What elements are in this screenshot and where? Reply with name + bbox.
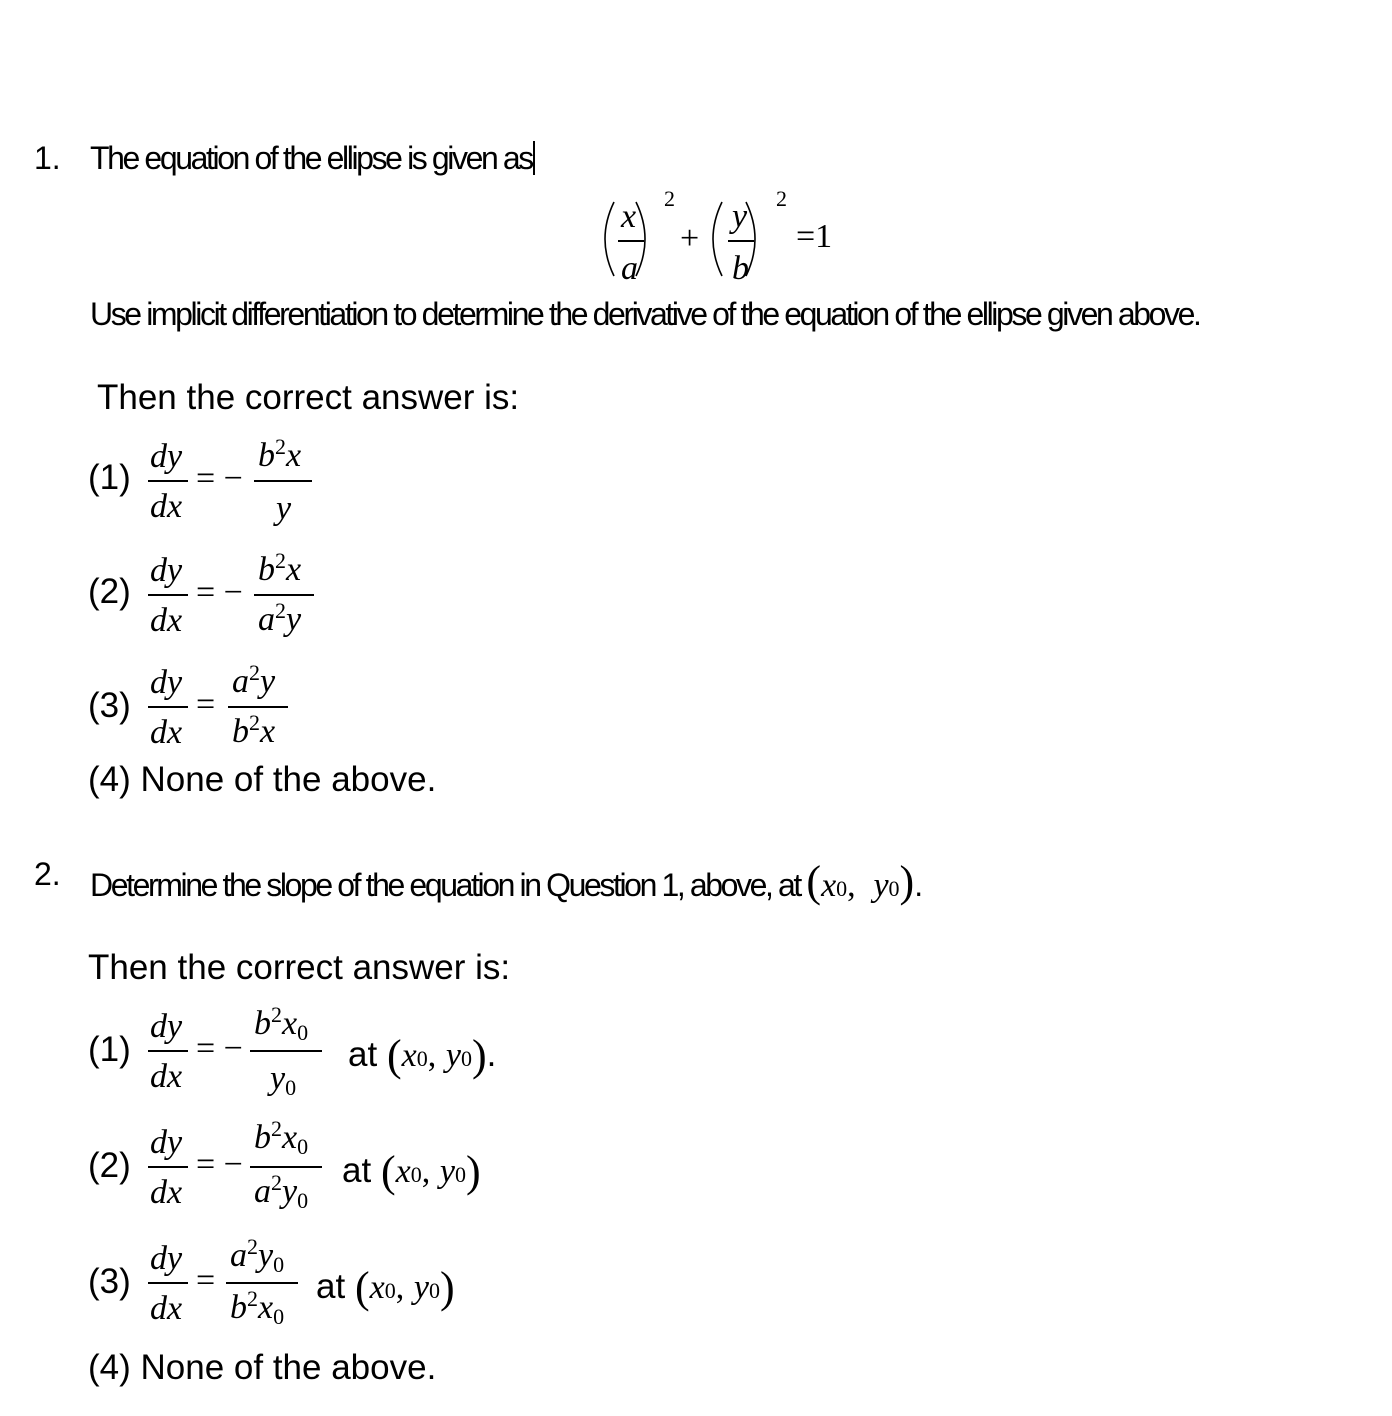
eq-rhs: =1: [796, 218, 833, 255]
question-2-text-content: Determine the slope of the equation in Question 1, above, at: [90, 867, 800, 903]
lhs-fraction-bar: [148, 594, 188, 596]
relation: = −: [196, 574, 243, 611]
option-text: None of the above.: [140, 1348, 437, 1387]
rhs-fraction-bar: [250, 1050, 322, 1052]
question-2-prompt: Then the correct answer is:: [88, 948, 511, 987]
relation: = −: [196, 1146, 243, 1183]
at-point: at (x0, y0): [316, 1263, 455, 1312]
question-1-text: [90, 140, 535, 177]
lhs-fraction-bar: [148, 480, 188, 482]
option-label: (1): [88, 1030, 131, 1069]
lhs-numerator: dy: [150, 552, 183, 589]
eq-term1-fraction-bar: [618, 240, 644, 242]
rhs-fraction-bar: [254, 480, 312, 482]
lhs-denominator: dx: [150, 1174, 183, 1211]
rhs-fraction-bar: [228, 706, 288, 708]
eq-term2-numerator: y: [732, 198, 748, 235]
lhs-denominator: dx: [150, 714, 183, 751]
rhs-numerator: $b^2x$: [258, 548, 302, 588]
rhs-denominator: $a^2y_0$: [254, 1170, 309, 1213]
option-label: (3): [88, 686, 131, 725]
rhs-numerator: $b^2x_0$: [254, 1002, 309, 1045]
at-point: at (x0, y0).: [348, 1031, 497, 1080]
lhs-numerator: dy: [150, 1240, 183, 1277]
rhs-denominator: $b^2x_0$: [230, 1286, 285, 1329]
lhs-numerator: dy: [150, 438, 183, 475]
eq-term1-exponent: 2: [664, 186, 675, 211]
q1-option-4[interactable]: [88, 760, 436, 800]
option-label: (4): [88, 1348, 131, 1387]
rhs-numerator: $b^2x_0$: [254, 1116, 309, 1159]
question-2-text: Determine the slope of the equation in Question 1, above, at (x0, y0).: [90, 857, 921, 906]
rhs-denominator: $y_0$: [270, 1060, 297, 1100]
rhs-numerator: $a^2y$: [232, 660, 276, 700]
point-close-paren: ): [899, 857, 915, 906]
option-text: None of the above.: [140, 760, 437, 799]
eq-term1-denominator: a: [621, 250, 638, 287]
eq-term1-numerator: x: [621, 198, 637, 235]
text-cursor: [533, 141, 535, 175]
lhs-numerator: dy: [150, 1008, 183, 1045]
option-label: (2): [88, 572, 131, 611]
lhs-fraction-bar: [148, 1282, 188, 1284]
rhs-numerator: $b^2x$: [258, 434, 302, 474]
eq-term2-fraction-bar: [728, 240, 754, 242]
question-1-text-content: The equation of the ellipse is given as: [90, 140, 532, 176]
eq-term2-denominator: b: [732, 250, 749, 287]
eq-term2-exponent: 2: [776, 186, 787, 211]
relation: = −: [196, 460, 243, 497]
q2-option-4[interactable]: [88, 1348, 436, 1388]
lhs-fraction-bar: [148, 706, 188, 708]
option-label: (3): [88, 1262, 131, 1301]
relation: =: [196, 686, 216, 723]
relation: =: [196, 1262, 216, 1299]
option-label: (4): [88, 760, 131, 799]
question-1-instruction: Use implicit differentiation to determine the derivative of the equation of the ellipse given above.: [90, 296, 1200, 332]
question-1-number: 1.: [34, 140, 61, 176]
option-label: (1): [88, 458, 131, 497]
option-label: (2): [88, 1146, 131, 1185]
lhs-denominator: dx: [150, 1058, 183, 1095]
rhs-fraction-bar: [250, 1166, 322, 1168]
lhs-denominator: dx: [150, 1290, 183, 1327]
rhs-fraction-bar: [254, 594, 314, 596]
lhs-fraction-bar: [148, 1050, 188, 1052]
rhs-fraction-bar: [226, 1282, 298, 1284]
rhs-denominator: y: [276, 490, 292, 527]
lhs-numerator: dy: [150, 1124, 183, 1161]
rhs-denominator: $b^2x$: [232, 710, 276, 750]
question-2-number: 2.: [34, 856, 61, 892]
relation: = −: [196, 1030, 243, 1067]
lhs-denominator: dx: [150, 602, 183, 639]
lhs-fraction-bar: [148, 1166, 188, 1168]
point-open-paren: (: [806, 857, 822, 906]
question-1-prompt: Then the correct answer is:: [97, 378, 520, 417]
rhs-denominator: $a^2y$: [258, 598, 302, 638]
lhs-denominator: dx: [150, 488, 183, 525]
eq-plus: +: [680, 220, 700, 257]
rhs-numerator: $a^2y_0$: [230, 1234, 285, 1277]
at-point: at (x0, y0): [342, 1147, 481, 1196]
lhs-numerator: dy: [150, 664, 183, 701]
